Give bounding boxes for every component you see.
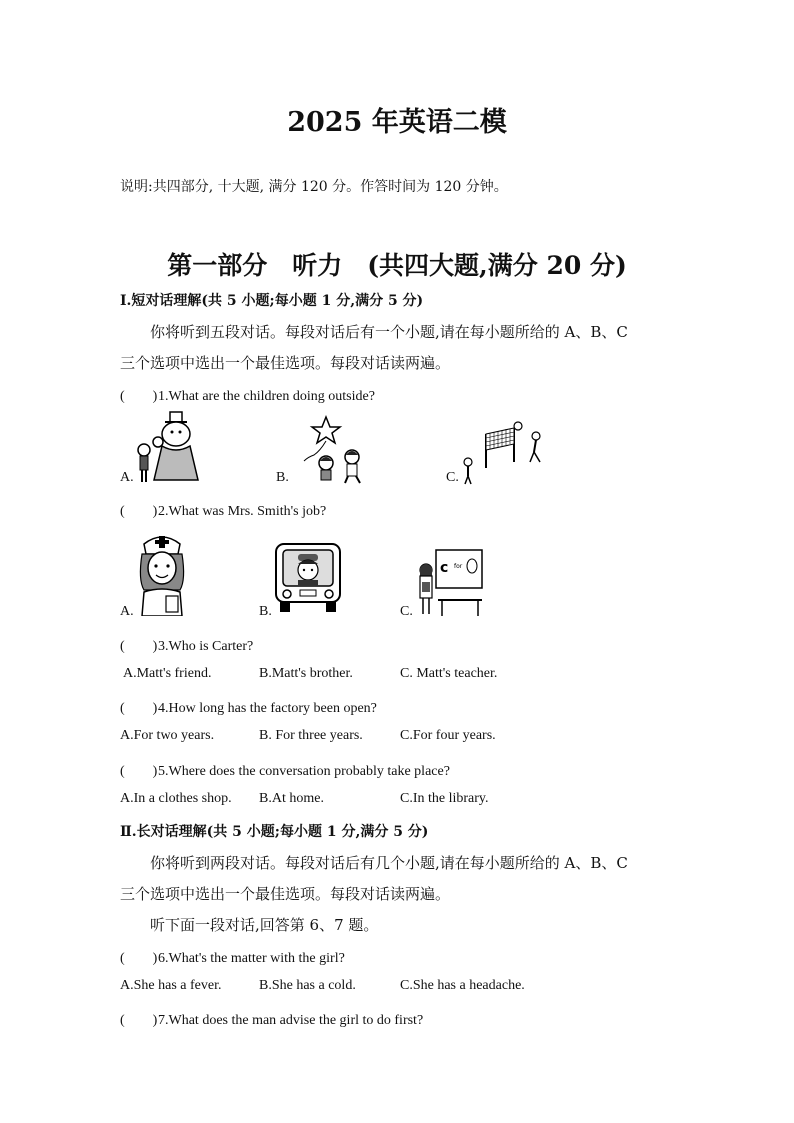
q5-option-b[interactable]: B.At home.: [259, 791, 324, 806]
question-4: [120, 697, 377, 717]
magic-show-illustration: [132, 410, 212, 485]
q6-option-a[interactable]: A.She has a fever.: [120, 978, 222, 993]
q4-option-b[interactable]: B. For three years.: [259, 728, 363, 743]
page-title: 2025 年英语二模: [287, 107, 507, 138]
q4-option-c[interactable]: C.For four years.: [400, 728, 496, 743]
kite-flying-illustration: [290, 415, 375, 485]
answer-bracket[interactable]: ( ): [120, 639, 158, 654]
answer-bracket[interactable]: ( ): [120, 764, 158, 779]
question-1: [120, 385, 375, 405]
question-5: [120, 760, 450, 780]
question-text: 2.What was Mrs. Smith's job?: [158, 504, 327, 519]
q6-option-c[interactable]: C.She has a headache.: [400, 978, 525, 993]
question-7: [120, 1009, 423, 1029]
q3-option-c[interactable]: C. Matt's teacher.: [400, 666, 498, 681]
question-3: [120, 635, 253, 655]
section-two-instruction-line3: 听下面一段对话,回答第 6、7 题。: [150, 916, 379, 934]
question-text: 1.What are the children doing outside?: [158, 389, 375, 404]
q6-option-b[interactable]: B.She has a cold.: [259, 978, 356, 993]
q5-option-a[interactable]: A.In a clothes shop.: [120, 791, 232, 806]
teacher-illustration: [414, 548, 484, 618]
nurse-illustration: [134, 530, 190, 616]
answer-bracket[interactable]: ( ): [120, 701, 158, 716]
question-6: [120, 947, 345, 967]
q2-option-b-label[interactable]: B.: [259, 604, 272, 619]
q2-option-a-label[interactable]: A.: [120, 604, 134, 619]
q3-option-b[interactable]: B.Matt's brother.: [259, 666, 353, 681]
answer-bracket[interactable]: ( ): [120, 951, 158, 966]
q1-option-b-label[interactable]: B.: [276, 470, 289, 485]
question-text: 4.How long has the factory been open?: [158, 701, 377, 716]
question-text: 3.Who is Carter?: [158, 639, 254, 654]
q3-option-a[interactable]: A.Matt's friend.: [123, 666, 212, 681]
section-two-instruction-line1: 你将听到两段对话。每段对话后有几个小题,请在每小题所给的 A、B、C: [150, 854, 628, 872]
question-text: 7.What does the man advise the girl to do first?: [158, 1013, 424, 1028]
q4-option-a[interactable]: A.For two years.: [120, 728, 215, 743]
svg-text:c: c: [440, 560, 449, 576]
q1-option-c-label[interactable]: C.: [446, 470, 459, 485]
q1-option-a-label[interactable]: A.: [120, 470, 134, 485]
section-one-title: Ⅰ.短对话理解(共 5 小题;每小题 1 分,满分 5 分): [120, 293, 424, 309]
question-2: [120, 500, 326, 520]
question-text: 5.Where does the conversation probably take place?: [158, 764, 450, 779]
section-two-instruction-line2: 三个选项中选出一个最佳选项。每段对话读两遍。: [120, 885, 451, 903]
question-text: 6.What's the matter with the girl?: [158, 951, 345, 966]
answer-bracket[interactable]: ( ): [120, 389, 158, 404]
section-two-title: Ⅱ.长对话理解(共 5 小题;每小题 1 分,满分 5 分): [120, 824, 429, 840]
exam-note: 说明:共四部分, 十大题, 满分 120 分。作答时间为 120 分钟。: [120, 179, 508, 195]
answer-bracket[interactable]: ( ): [120, 1013, 158, 1028]
section-one-instruction-line1: 你将听到五段对话。每段对话后有一个小题,请在每小题所给的 A、B、C: [150, 323, 628, 341]
bus-driver-illustration: [272, 540, 344, 614]
volleyball-illustration: [458, 420, 553, 485]
q2-option-c-label[interactable]: C.: [400, 604, 413, 619]
q5-option-c[interactable]: C.In the library.: [400, 791, 489, 806]
part-one-heading: 第一部分 听力 (共四大题,满分 20 分): [167, 251, 627, 280]
board-word: for: [454, 563, 463, 570]
answer-bracket[interactable]: ( ): [120, 504, 158, 519]
section-one-instruction-line2: 三个选项中选出一个最佳选项。每段对话读两遍。: [120, 354, 451, 372]
